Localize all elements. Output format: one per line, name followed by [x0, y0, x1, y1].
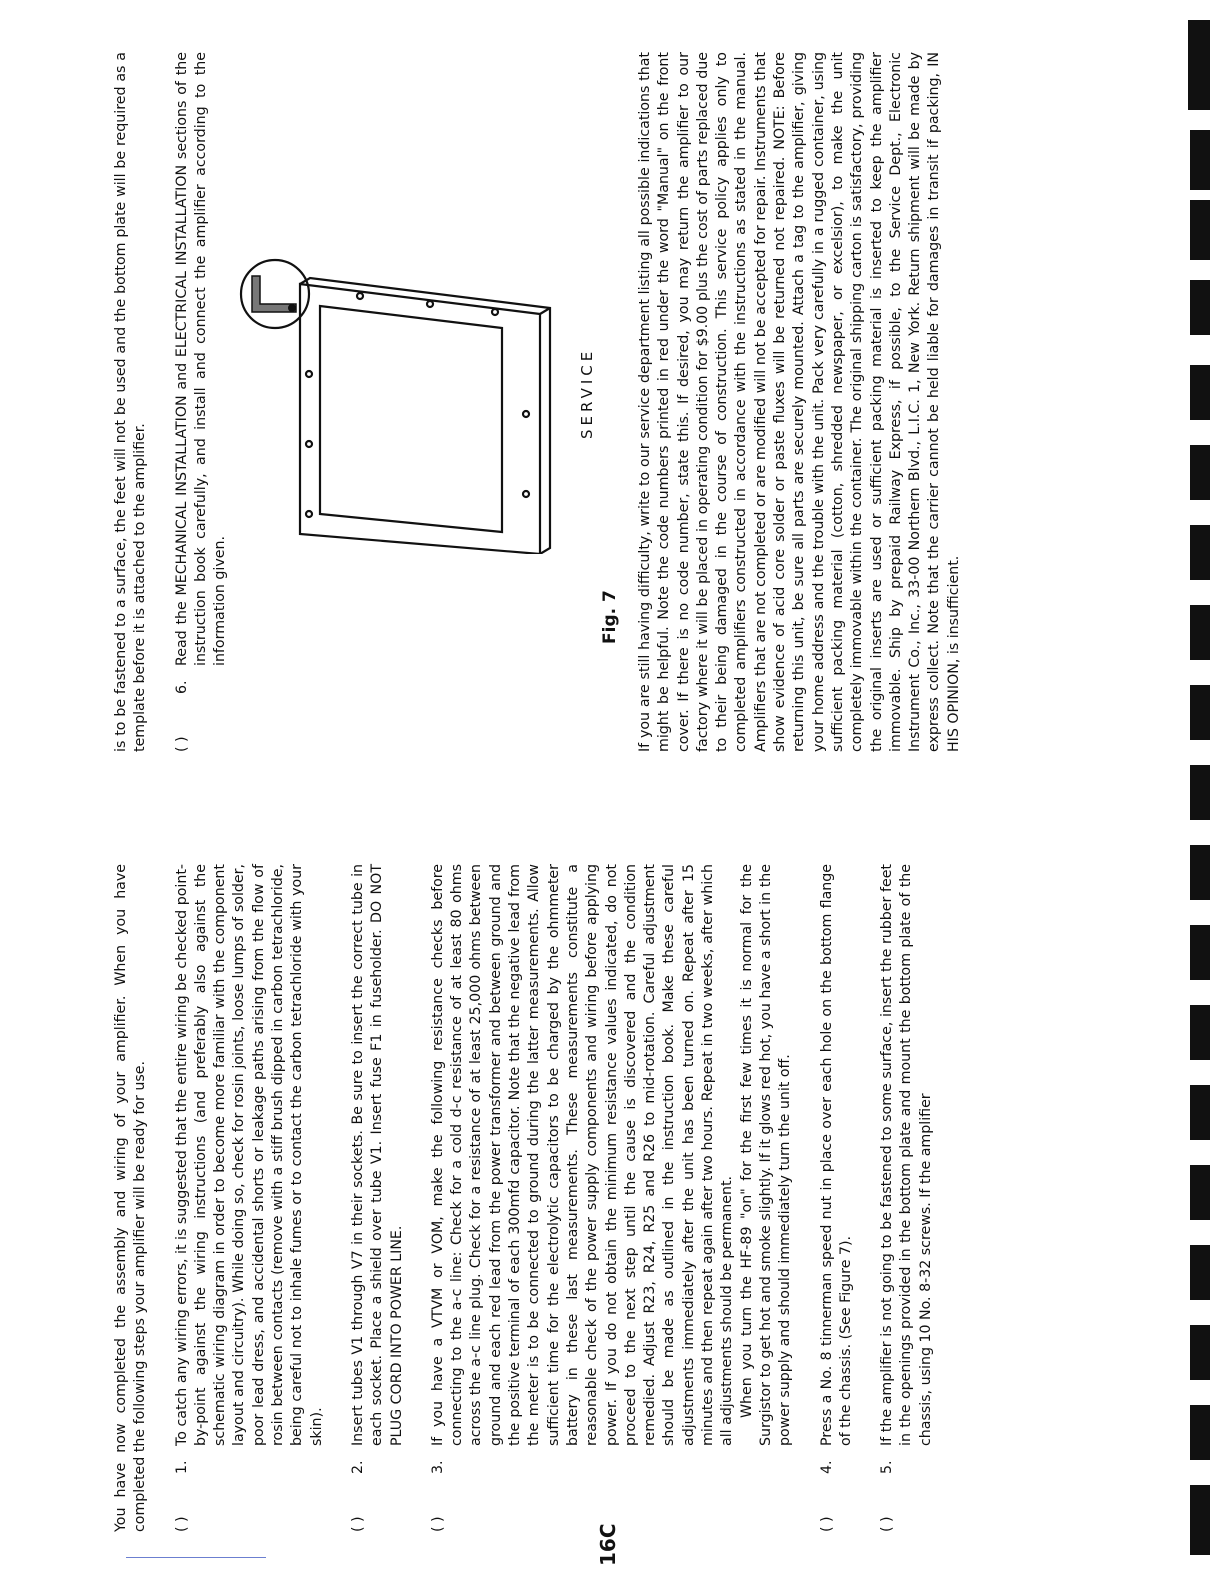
step-text: If the amplifier is not going to be fastened to some surface, insert the rubber feet in the openings provided in the bottom plate and mount the bottom plate of the chassis, using 10 No. 8-32 screws. If the amplifier: [879, 864, 934, 1446]
figure-caption: Fig. 7: [600, 590, 620, 644]
step-number: 4.: [818, 1460, 835, 1474]
left-column: [112, 864, 936, 1532]
step-number: 2.: [349, 1460, 366, 1474]
checkbox-step-2[interactable]: ( ): [349, 1516, 366, 1532]
step-3: [429, 864, 796, 1532]
right-column: [112, 52, 230, 752]
service-heading: SERVICE: [578, 347, 596, 439]
intro-paragraph: You have now completed the assembly and wiring of your amplifier. When you have completed the following steps your amplifier will be ready for use.: [113, 864, 149, 1532]
step-number: 6.: [173, 680, 190, 694]
step-text: Press a No. 8 tinnerman speed nut in place over each hole on the bottom flange of the chassis. (See Figure 7).: [818, 864, 854, 1446]
checkbox-step-4[interactable]: ( ): [818, 1516, 835, 1532]
step-number: 1.: [173, 1460, 190, 1474]
checkbox-step-6[interactable]: ( ): [173, 736, 190, 752]
page-number: 16C: [596, 1523, 620, 1566]
step-5: [878, 864, 936, 1532]
step-2: [349, 864, 407, 1532]
step-number: 3.: [429, 1460, 446, 1474]
checkbox-step-3[interactable]: ( ): [429, 1516, 446, 1532]
step-3-paragraph: If you have a VTVM or VOM, make the following resistance checks before connecting to the a-c line: Check for a cold d-c resistance of at least 80 ohms across the a-c line plug. Check for a resistance of at least 25,000 ohms between ground and each red lead from the power transformer and between ground and the positive terminal of each 300mfd capacitor. Note that the negative lead from the meter is to be connected to ground during the latter measurements. Allow sufficient time for the electrolytic capacitors to be charged by the ohmmeter battery in these last measurements. These measurements constitute a reasonable check of the power supply components and wiring before applying power. If you do not obtain the minimum resistance values indicated, do not proceed to the next step until the cause is discovered and the condition remedied. Adjust R23, R24, R25 and R26 to mid-rotation. Careful adjustment should be made as outlined in the instruction book. Make these careful adjustments immediately after the unit has been turned on. Repeat after 15 minutes and then repeat again after two hours. Repeat in two weeks, after which all adjustments should be permanent.: [429, 864, 736, 1446]
step-text: Read the MECHANICAL INSTALLATION and ELECTRICAL INSTALLATION sections of the instruction book carefully, and install and connect the amplifier according to the information given.: [173, 52, 229, 666]
bottom-divider: [126, 1557, 266, 1558]
speed-nut-detail-icon: [230, 254, 320, 334]
checkbox-step-1[interactable]: ( ): [173, 1516, 190, 1532]
chassis-figure: [280, 254, 570, 554]
step-6: [173, 52, 231, 752]
step-text: Insert tubes V1 through V7 in their sockets. Be sure to insert the correct tube in each socket. Place a shield over tube V1. Insert fuse F1 in fuseholder. DO NOT PLUG CORD INTO POWER LINE.: [349, 864, 405, 1446]
step-3-surgistor-note: When you turn the HF-89 "on" for the first few times it is normal for the Surgistor to get hot and smoke slightly. If it glows red hot, you have a short in the power supply and should immediately turn the unit off.: [738, 864, 794, 1446]
service-section: [636, 52, 964, 752]
step-text: To catch any wiring errors, it is suggested that the entire wiring be checked point-by-point against the wiring instructions (and preferably also against the schematic wiring diagram in order to become more familiar with the component layout and circuitry). While doing so, check for rosin joints, loose lumps of solder, poor lead dress, and accidental shorts or leakage paths arising from the flow of rosin between contacts (remove with a stiff brush dipped in carbon tetrachloride, being careful not to inhale fumes or to contact the carbon tetrachloride with your skin).: [173, 864, 325, 1446]
step-number: 5.: [879, 1460, 896, 1474]
service-paragraph: If you are still having difficulty, write to our service department listing all possible indications that might be helpful. Note the code numbers printed in red under the word "Manual" on the front cover. If there is no code number, state this. If desired, you may return the amplifier to our factory where it will be placed in operating condition for $9.00 plus the cost of parts replaced due to their being damaged in the course of construction. This service policy applies only to completed amplifiers constructed in accordance with the instructions as stated in the manual. Amplifiers that are not completed or are modified will not be accepted for repair. Instruments that show evidence of acid core solder or paste fluxes will be returned not repaired. NOTE: Before returning this unit, be sure all parts are securely mounted. Attach a tag to the amplifier, giving your home address and the trouble with the unit. Pack very carefully in a rugged container, using sufficient packing material (cotton, shredded newspaper, or excelsior), to make the unit completely immovable within the container. The original shipping carton is satisfactory, providing the original inserts are used or sufficient packing material is inserted to keep the amplifier immovable. Ship by prepaid Railway Express, if possible, to the Service Dept., Electronic Instrument Co., Inc., 33-00 Northern Blvd., L.I.C. 1, New York. Return shipment will be made by express collect. Note that the carrier cannot be held liable for damages in transit if packing, IN HIS OPINION, is insufficient.: [637, 52, 962, 752]
checkbox-step-5[interactable]: ( ): [879, 1516, 896, 1532]
step-4: [818, 864, 857, 1532]
step-1: [173, 864, 327, 1532]
step-text: [429, 864, 796, 1446]
continuation-paragraph: is to be fastened to a surface, the feet will not be used and the bottom plate will be required as a template before it is attached to the amplifier.: [113, 52, 149, 752]
